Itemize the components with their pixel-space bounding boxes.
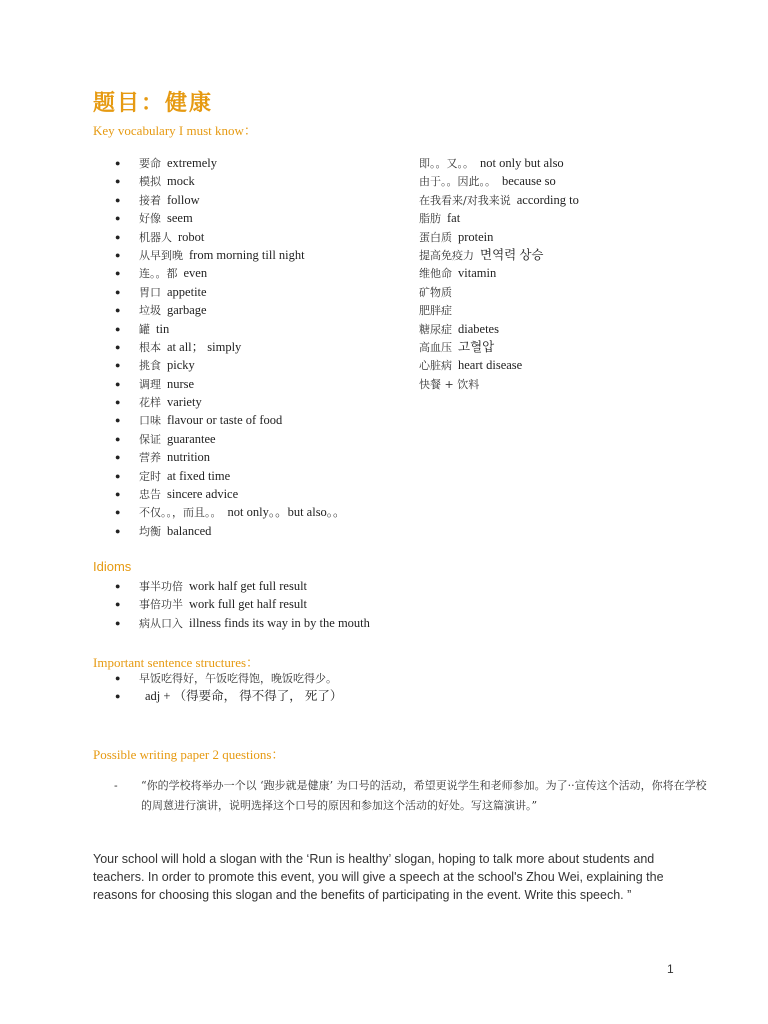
bullet-icon: ●: [115, 691, 121, 702]
list-item: [93, 393, 346, 411]
bullet-icon: ●: [115, 176, 121, 187]
list-item: [419, 356, 579, 374]
vocab-english: robot: [178, 229, 205, 244]
vocab-chinese: 矿物质: [419, 285, 452, 299]
vocab-english: heart disease: [458, 358, 523, 373]
list-item: [419, 228, 579, 246]
vocab-chinese: 保证: [139, 432, 161, 446]
vocab-english: according to: [516, 192, 579, 207]
list-item: [93, 467, 346, 485]
bullet-icon: ●: [115, 378, 121, 389]
bullet-icon: ●: [115, 581, 121, 591]
vocab-chinese: 根本: [139, 340, 161, 354]
vocab-english: flavour or taste of food: [167, 413, 283, 428]
vocab-list-right: [419, 154, 579, 393]
list-item: [419, 154, 579, 172]
vocab-list-left: [93, 154, 346, 540]
vocab-english: not only。。but also。。: [227, 505, 346, 520]
vocab-english: because so: [502, 174, 556, 189]
list-item: [93, 411, 346, 429]
list-item: [93, 301, 346, 319]
vocab-chinese: 心脏病: [419, 359, 452, 373]
vocab-chinese: 由于。。因此。。: [419, 175, 496, 189]
vocab-english: 고혈압: [458, 339, 495, 354]
vocab-english: even: [183, 266, 208, 281]
vocab-chinese: 维他命: [419, 267, 452, 281]
bullet-icon: ●: [115, 305, 121, 316]
bullet-icon: ●: [115, 268, 121, 279]
bullet-icon: ●: [115, 599, 121, 610]
vocab-english: adj + （得要命， 得不得了， 死了）: [145, 689, 343, 704]
list-item: [93, 522, 346, 540]
structures-list: [93, 669, 343, 706]
list-item: [93, 154, 346, 172]
vocab-chinese: 即。。又。。: [419, 157, 474, 170]
vocab-english: work half get full result: [189, 579, 308, 593]
question-english: Your school will hold a slogan with the ‘Run is healthy’ slogan, hoping to talk more about students and teachers. In order to promote this event, you will give a speech at the school's Zhou Wei, explaining the reasons for choosing this slogan and the benefits of participating in the event. Write this speech. ”: [93, 852, 664, 902]
bullet-icon: ●: [115, 673, 121, 683]
vocab-chinese: 从早到晚: [139, 248, 183, 262]
list-item: [93, 448, 346, 466]
vocab-chinese: 模拟: [139, 175, 161, 189]
vocab-english: illness finds its way in by the mouth: [189, 615, 370, 630]
vocab-chinese: 糖尿症: [419, 322, 452, 336]
vocab-chinese: 提高免疫力: [419, 248, 474, 262]
question-dash: -: [114, 780, 118, 792]
bullet-icon: ●: [115, 452, 121, 463]
vocab-english: at fixed time: [167, 468, 231, 483]
bullet-icon: ●: [115, 617, 121, 628]
list-item: [419, 264, 579, 282]
vocab-chinese: 接着: [139, 193, 161, 207]
vocab-english: garbage: [167, 303, 207, 318]
list-item: [93, 209, 346, 227]
list-item: [93, 338, 346, 356]
vocab-chinese: 营养: [139, 451, 161, 465]
vocab-chinese: 口味: [139, 414, 161, 428]
vocab-english: 면역력 상승: [480, 247, 544, 262]
vocab-english: from morning till night: [189, 247, 305, 262]
vocab-english: tin: [156, 321, 170, 336]
vocab-chinese: 高血压: [419, 340, 452, 354]
vocab-english: nurse: [167, 376, 195, 391]
bullet-icon: ●: [115, 286, 121, 297]
list-item: [93, 228, 346, 246]
list-item: [419, 320, 579, 338]
vocab-chinese: 肥胖症: [419, 304, 452, 318]
vocab-english: work full get half result: [189, 597, 308, 612]
vocab-chinese: 病从口入: [139, 616, 183, 630]
vocab-chinese: 蛋白质: [419, 230, 452, 244]
list-item: [419, 172, 579, 190]
vocab-chinese: 在我看来/对我来说: [419, 193, 511, 207]
vocab-chinese: 事倍功半: [139, 598, 183, 612]
list-item: [93, 191, 346, 209]
list-item: [419, 338, 579, 356]
bullet-icon: ●: [115, 231, 121, 242]
list-item: [93, 356, 346, 374]
idioms-heading: Idioms: [93, 559, 132, 574]
vocab-english: at all； simply: [167, 339, 242, 354]
vocab-chinese: 垃圾: [139, 304, 161, 318]
vocab-chinese: 要命: [139, 157, 161, 170]
vocab-english: diabetes: [458, 321, 499, 336]
list-item: [419, 246, 579, 264]
vocab-english: vitamin: [458, 266, 497, 281]
list-item: [93, 246, 346, 264]
vocab-english: fat: [447, 211, 461, 226]
list-item: [93, 430, 346, 448]
vocab-chinese: 快餐 + 饮料: [419, 377, 480, 391]
bullet-icon: ●: [115, 433, 121, 444]
page-number: 1: [667, 962, 674, 976]
vocab-english: picky: [167, 358, 195, 373]
vocab-chinese: 好像: [139, 212, 161, 226]
list-item: [93, 172, 346, 190]
structures-heading: Important sentence structures：: [93, 655, 260, 670]
vocab-chinese: 罐: [139, 322, 150, 336]
list-item: [93, 264, 346, 282]
list-item: [93, 614, 370, 632]
list-item: [93, 503, 346, 521]
bullet-icon: ●: [115, 525, 121, 536]
vocab-chinese: 忠告: [139, 488, 161, 502]
list-item: [93, 320, 346, 338]
list-item: [93, 283, 346, 301]
list-item: [93, 669, 343, 687]
vocab-chinese: 不仅。。，而且。。: [139, 506, 222, 520]
vocab-chinese: 调理: [139, 377, 161, 391]
bullet-icon: ●: [115, 397, 121, 408]
vocab-chinese: 胃口: [139, 285, 161, 299]
vocab-english: mock: [167, 174, 195, 189]
vocab-english: extremely: [167, 156, 217, 170]
list-item: [419, 375, 579, 393]
bullet-icon: ●: [115, 323, 121, 334]
vocab-chinese: 事半功倍: [139, 580, 183, 593]
bullet-icon: ●: [115, 489, 121, 500]
bullet-icon: ●: [115, 249, 121, 260]
list-item: [93, 595, 370, 613]
vocab-chinese: 早饭吃得好，午饭吃得饱，晚饭吃得少。: [139, 672, 337, 685]
vocab-chinese: 定时: [139, 469, 161, 483]
page-title: 题目：健康: [93, 91, 214, 116]
question-chinese: [114, 776, 717, 816]
vocab-chinese: 连。。都: [139, 267, 178, 281]
bullet-icon: ●: [115, 415, 121, 426]
list-item: [93, 577, 370, 595]
questions-heading: Possible writing paper 2 questions：: [93, 747, 285, 762]
vocab-english: appetite: [167, 284, 207, 299]
vocab-english: not only but also: [480, 156, 564, 170]
list-item: [419, 301, 579, 319]
vocab-heading: Key vocabulary I must know：: [93, 123, 257, 138]
vocab-english: nutrition: [167, 450, 211, 465]
vocab-english: protein: [458, 229, 494, 244]
bullet-icon: ●: [115, 507, 121, 518]
idioms-list: [93, 577, 370, 632]
vocab-chinese: 花样: [139, 396, 161, 410]
list-item: [419, 283, 579, 301]
question-chinese-text: “你的学校将举办一个以 ‘跑步就是健康’ 为口号的活动，希望更说学生和老师参加。为了··宣传这个活动，你将在学校的周蒽进行演讲，说明选择这个口号的原因和参加这个活动的好处。写这篇演讲。”: [141, 779, 707, 812]
list-item: [419, 191, 579, 209]
bullet-icon: ●: [115, 194, 121, 205]
vocab-english: sincere advice: [167, 487, 239, 502]
vocab-chinese: 脂肪: [419, 212, 441, 226]
list-item: [419, 209, 579, 227]
bullet-icon: ●: [115, 213, 121, 224]
vocab-english: balanced: [167, 523, 212, 538]
vocab-chinese: 机器人: [139, 230, 172, 244]
vocab-chinese: 挑食: [139, 359, 161, 373]
vocab-english: guarantee: [167, 431, 216, 446]
vocab-chinese: 均衡: [139, 524, 161, 538]
vocab-english: variety: [167, 395, 202, 410]
bullet-icon: ●: [115, 158, 121, 168]
bullet-icon: ●: [115, 470, 121, 481]
bullet-icon: ●: [115, 360, 121, 371]
vocab-english: follow: [167, 192, 200, 207]
list-item: [93, 375, 346, 393]
vocab-english: seem: [167, 211, 193, 226]
list-item: [93, 687, 343, 705]
bullet-icon: ●: [115, 341, 121, 352]
list-item: [93, 485, 346, 503]
